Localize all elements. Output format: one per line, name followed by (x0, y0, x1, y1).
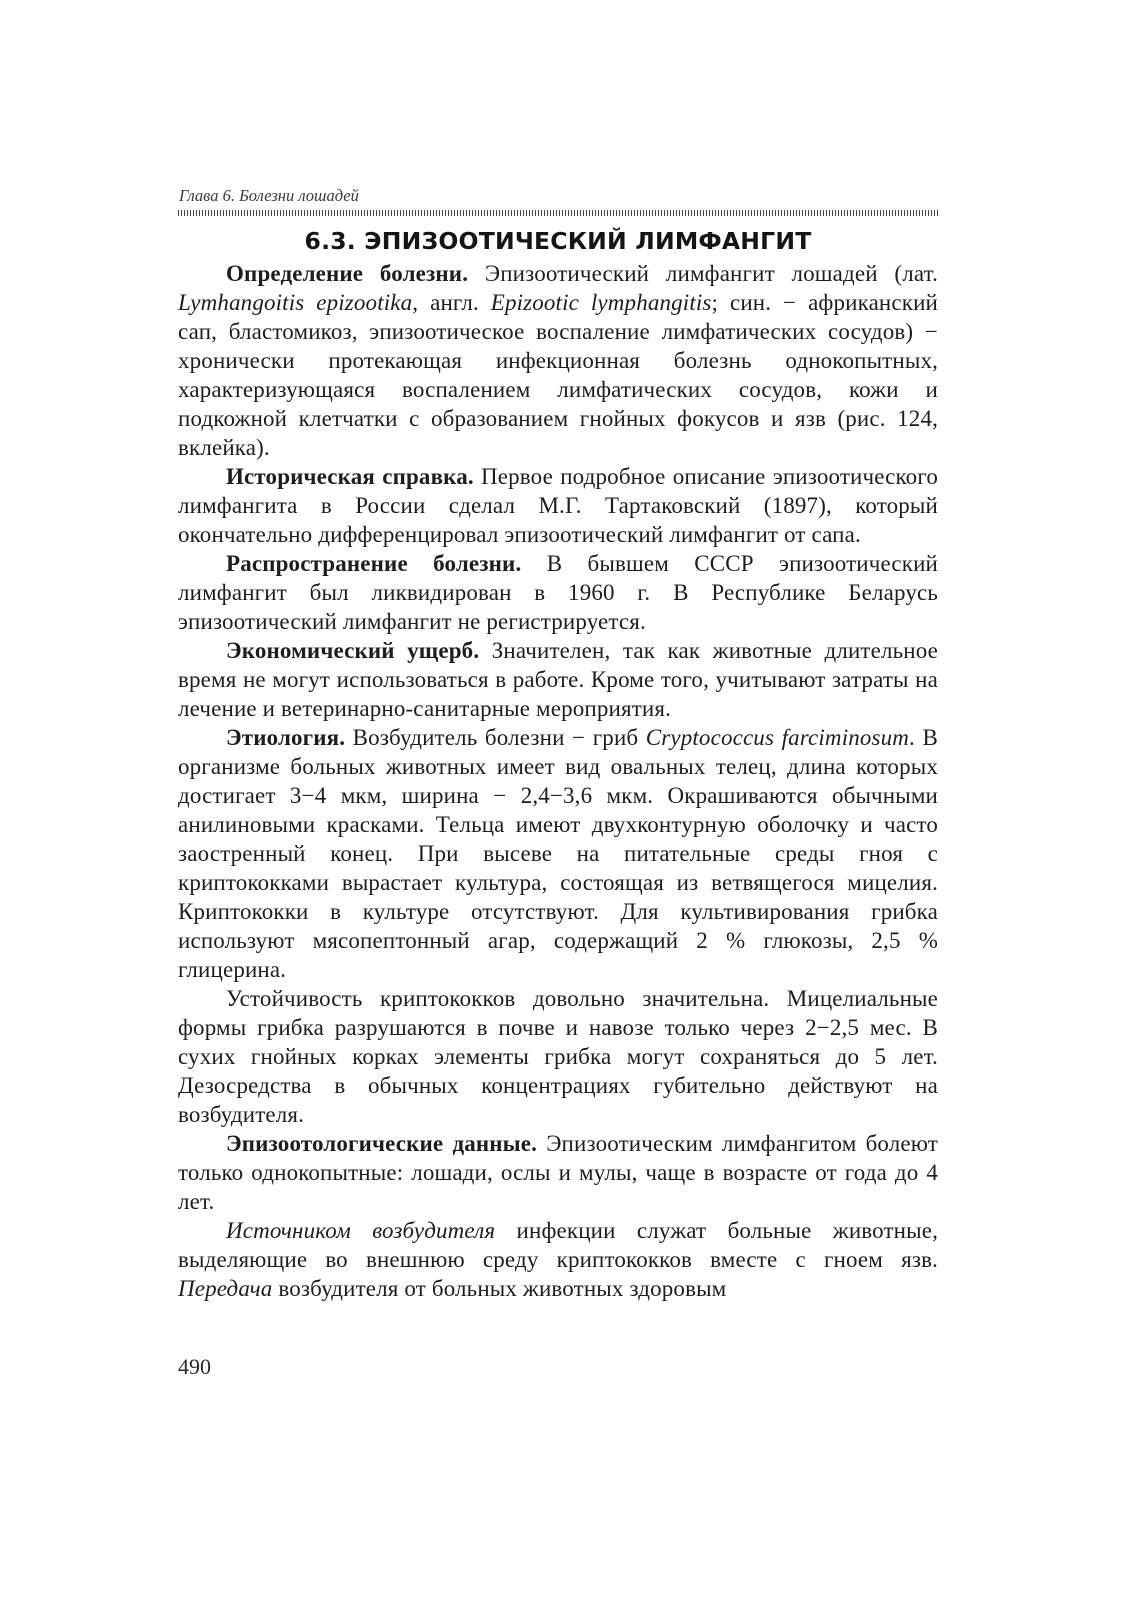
text-span: Значителен, так как животные длительное время не могут использоваться в работе. Кроме того, учитывают затраты на лечение и ветеринарно-санитарные мероприятия. (178, 638, 938, 721)
paragraph-source (178, 1216, 938, 1303)
heading-history: Историческая справка. (226, 464, 474, 489)
text-span: , англ. (412, 290, 491, 315)
text-span: . В организме больных животных имеет вид овальных телец, длина которых достигает 3−4 мкм, ширина − 2,4−3,6 мкм. Окрашиваются обычными анилиновыми красками. Тельца имеют двухконтурную оболочку и часто заостренный конец. При высеве на питательные среды гноя с криптококками вырастает культура, состоящая из ветвящегося мицелия. Криптококки в культуре отсутствуют. Для культивирования грибка используют мясопептонный агар, содержащий 2 % глюкозы, 2,5 % глицерина. (178, 725, 938, 982)
text-span: Эпизоотический лимфангит лошадей (лат. (468, 261, 938, 286)
heading-etiology: Этиология. (226, 725, 346, 750)
term-source: Источником возбудителя (226, 1218, 496, 1243)
english-name: Epizootic lymphangitis (490, 290, 712, 315)
paragraph-definition (178, 259, 938, 462)
heading-distribution: Распространение болезни. (226, 551, 522, 576)
text-span: В бывшем СССР эпизоотический лимфангит был ликвидирован в 1960 г. В Республике Беларусь эпизоотический лимфангит не регистрируется. (178, 551, 938, 634)
header-rule (178, 210, 938, 216)
species-name: Cryptococcus farciminosum (645, 725, 910, 750)
text-span: ; син. − африканский сап, бластомикоз, эпизоотическое воспаление лимфатических сосудов) − хронически протекающая инфекционная болезнь однокопытных, характеризующаяся воспалением лимфатических сосудов, кожи и подкожной клетчатки с образованием гнойных фокусов и язв (рис. 124, вклейка). (178, 290, 938, 460)
page-number: 490 (178, 1354, 211, 1379)
paragraph-etiology (178, 723, 938, 984)
section-title: 6.3. ЭПИЗООТИЧЕСКИЙ ЛИМФАНГИТ (304, 227, 812, 255)
heading-damage: Экономический ущерб. (226, 638, 480, 663)
paragraph-distribution (178, 549, 938, 636)
paragraph-resistance: Устойчивость криптококков довольно значительна. Мицелиальные формы грибка разрушаются в почве и навозе только через 2−2,5 мес. В сухих гнойных корках элементы грибка могут сохраняться до 5 лет. Дезосредства в обычных концентрациях губительно действуют на возбудителя. (178, 986, 938, 1127)
heading-definition: Определение болезни. (226, 261, 469, 286)
text-span: Эпизоотическим лимфангитом болеют только однокопытные: лошади, ослы и мулы, чаще в возрасте от года до 4 лет. (178, 1131, 938, 1214)
text-span: Возбудитель болезни − гриб (345, 725, 646, 750)
page-body (178, 186, 938, 1303)
text-span: инфекции служат больные животные, выделяющие во внешнюю среду криптококков вместе с гноем язв. (178, 1218, 938, 1272)
paragraph-damage (178, 636, 938, 723)
text-span: возбудителя от больных животных здоровым (272, 1276, 727, 1301)
running-head: Глава 6. Болезни лошадей (179, 186, 359, 205)
paragraph-history (178, 462, 938, 549)
heading-epizootology: Эпизоотологические данные. (226, 1131, 538, 1156)
latin-name: Lymhangoitis epizootika (178, 290, 413, 315)
text-span: Первое подробное описание эпизоотического лимфангита в России сделал М.Г. Тартаковский (1897), который окончательно дифференцировал эпизоотический лимфангит от сапа. (178, 464, 938, 547)
paragraph-epizootology (178, 1129, 938, 1216)
term-transmission: Передача (178, 1276, 273, 1301)
